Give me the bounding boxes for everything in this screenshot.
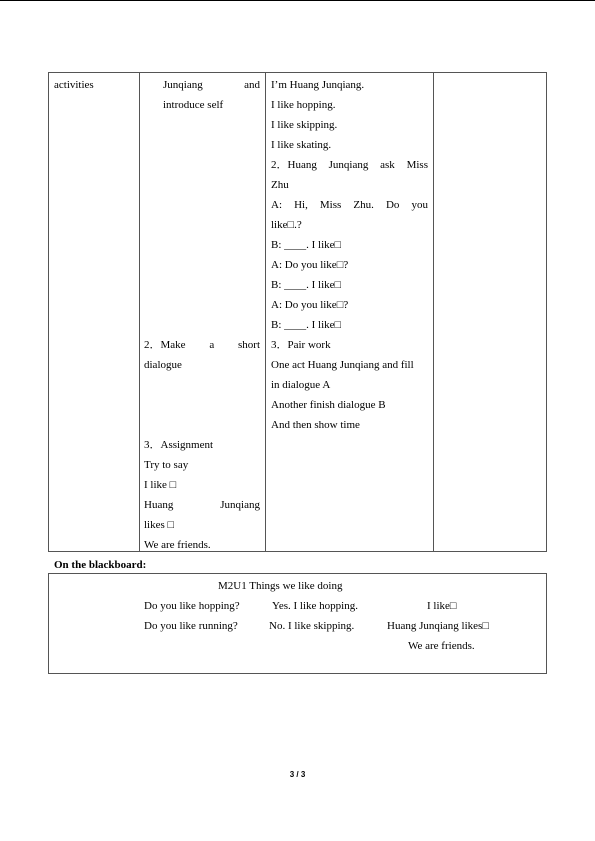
step3-title: 3．Assignment <box>144 439 214 451</box>
step3-word: Huang <box>144 499 174 511</box>
item2-line2: Zhu <box>271 179 289 191</box>
blackboard-answer: No. I like skipping. <box>269 620 355 632</box>
intro-line: I like hopping. <box>271 99 336 111</box>
dialogue-line: B: ____. I like□ <box>271 279 342 291</box>
dialogue-line: B: ____. I like□ <box>271 319 342 331</box>
intro-line: I’m Huang Junqiang. <box>271 79 365 91</box>
step3-word: Junqiang <box>220 499 260 511</box>
step1-line2: introduce self <box>163 99 224 111</box>
dialogue-word: Hi, <box>294 199 308 211</box>
item3-line: One act Huang Junqiang and fill <box>271 359 414 371</box>
item3-title: 3．Pair work <box>271 339 331 351</box>
item2-line1 <box>271 158 428 172</box>
page-number: 3 / 3 <box>289 770 306 779</box>
blackboard-title: M2U1 Things we like doing <box>218 580 343 592</box>
step3-line: likes □ <box>144 519 175 531</box>
dialogue-word: you <box>411 199 428 211</box>
dialogue-line: A: Do you like□? <box>271 259 349 271</box>
step1-line1 <box>163 78 260 92</box>
blackboard-question: Do you like running? <box>144 620 238 632</box>
blackboard-note: Huang Junqiang likes□ <box>387 620 489 632</box>
blackboard-note: We are friends. <box>408 640 475 652</box>
step2-line1 <box>144 338 260 352</box>
item2-word: 2．Huang <box>271 159 317 171</box>
step3-line: We are friends. <box>144 539 211 551</box>
step3-line: I like □ <box>144 479 177 491</box>
dialogue-a-line1 <box>271 198 428 212</box>
step3-line: Try to say <box>144 459 189 471</box>
blackboard-heading: On the blackboard: <box>54 559 147 571</box>
item2-word: Miss <box>406 159 428 171</box>
step2-word: 2．Make <box>144 339 186 351</box>
item2-word: Junqiang <box>328 159 369 171</box>
item2-word: ask <box>380 159 395 171</box>
page-top-rule <box>0 0 595 1</box>
intro-line: I like skating. <box>271 139 332 151</box>
intro-line: I like skipping. <box>271 119 338 131</box>
activities-label: activities <box>54 79 94 91</box>
dialogue-line: A: Do you like□? <box>271 299 349 311</box>
item3-line: in dialogue A <box>271 379 331 391</box>
blackboard-question: Do you like hopping? <box>144 600 240 612</box>
dialogue-line: B: ____. I like□ <box>271 239 342 251</box>
blackboard-note: I like□ <box>427 600 457 612</box>
step1-word: Junqiang <box>163 79 203 91</box>
dialogue-a-line2: like□.? <box>271 219 302 231</box>
step2-line2: dialogue <box>144 359 182 371</box>
dialogue-word: Zhu. <box>353 199 374 211</box>
item3-line: Another finish dialogue B <box>271 399 386 411</box>
step2-word: short <box>238 339 260 351</box>
dialogue-word: Do <box>385 199 400 211</box>
step1-word: and <box>244 79 260 91</box>
blackboard-answer: Yes. I like hopping. <box>272 600 358 612</box>
item3-line: And then show time <box>271 419 360 431</box>
step2-word: a <box>209 339 215 351</box>
dialogue-word: Miss <box>319 199 342 211</box>
dialogue-word: A: <box>271 199 282 211</box>
step3-line <box>144 498 260 512</box>
